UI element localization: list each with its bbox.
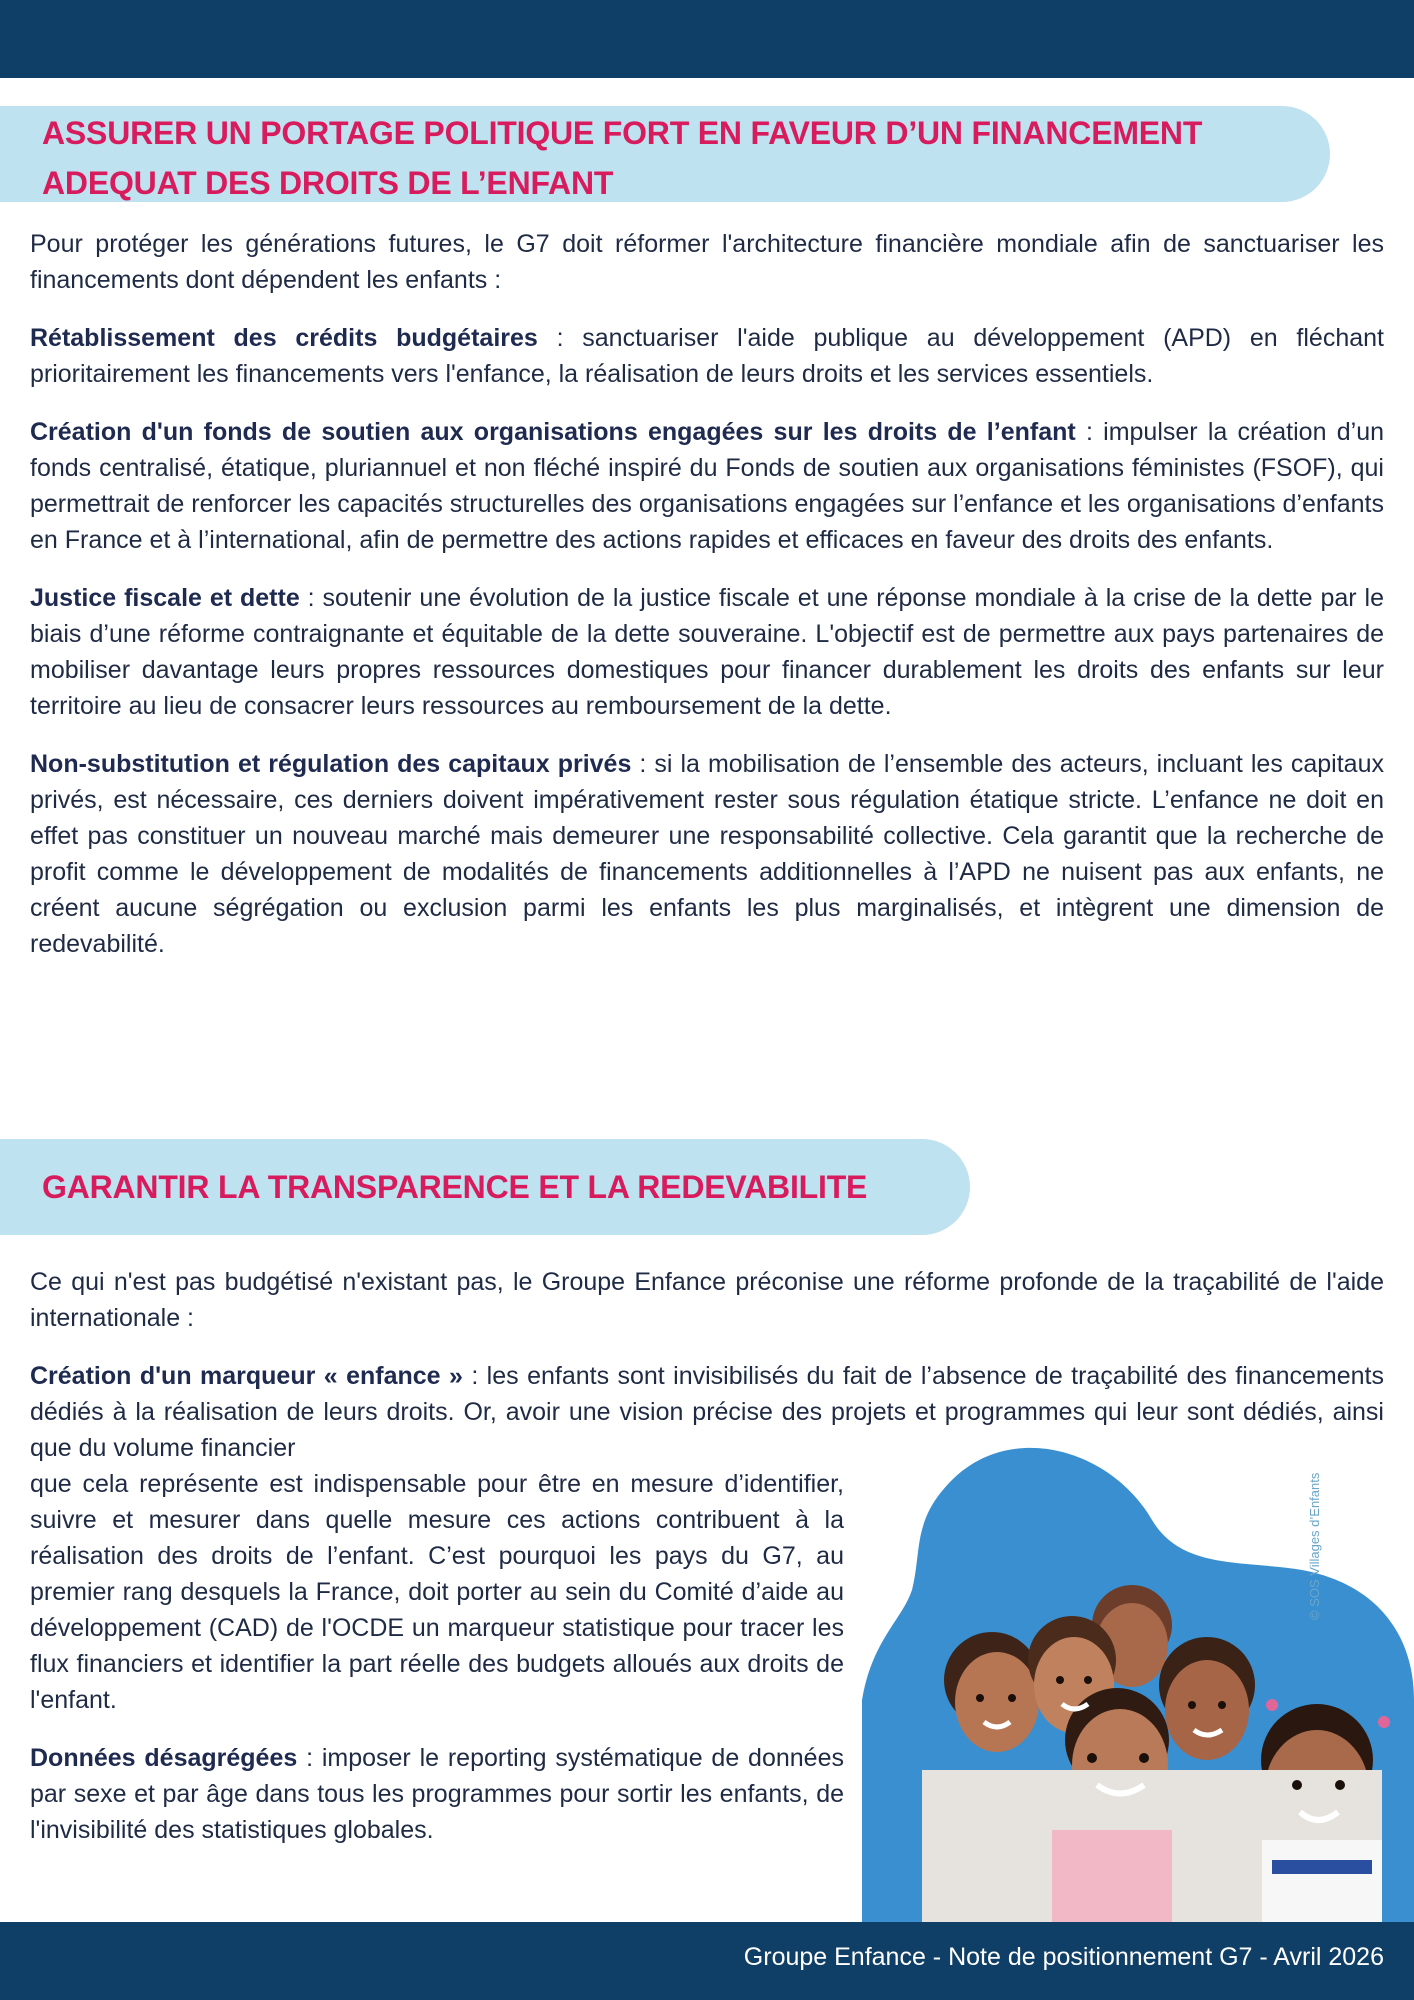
header-bar: [0, 0, 1414, 78]
item-term: Non-substitution et régulation des capitaux privés: [30, 750, 632, 778]
item-term: Justice fiscale et dette: [30, 584, 300, 612]
item-term: Rétablissement des crédits budgétaires: [30, 324, 538, 352]
item-text: : soutenir une évolution de la justice fiscale et une réponse mondiale à la crise de la dette par le biais d’une réforme contraignante et équitable de la dette souveraine. L'objectif est de permettre aux pays partenaires de mobiliser davantage leurs propres ressources domestiques pour financer durablement les droits des enfants sur leur territoire au lieu de consacrer leurs ressources au remboursement de la dette.: [30, 584, 1384, 720]
item-text: : impulser la création d’un fonds centralisé, étatique, pluriannuel et non fléché inspiré du Fonds de soutien aux organisations féministes (FSOF), qui permettrait de renforcer les capacités structurelles des organisations engagées sur l’enfance et les organisations d’enfants en France et à l’international, afin de permettre des actions rapides et efficaces en faveur des droits des enfants.: [30, 418, 1385, 554]
marker-paragraph-continued: que cela représente est indispensable pour être en mesure d’identifier, suivre et mesurer dans quelle mesure ces actions contribuent à la réalisation des droits de l’enfant. C’est pourquoi les pays du G7, au premier rang desquels la France, doit porter au sein du Comité d’aide au développement (CAD) de l'OCDE un marqueur statistique pour tracer les flux financiers et identifier la part réelle des budgets alloués aux droits de l'enfant.: [30, 1470, 844, 1714]
section-1-intro: Pour protéger les générations futures, le G7 doit réformer l'architecture financière mondiale afin de sanctuariser les financements dont dépendent les enfants :: [30, 230, 1384, 294]
item-term: Création d'un fonds de soutien aux organisations engagées sur les droits de l’enfant: [30, 418, 1076, 446]
item-text: : sanctuariser l'aide publique au développement (APD) en fléchant prioritairement les financements vers l'enfance, la réalisation de leurs droits et les services essentiels.: [30, 324, 1384, 388]
item-text: : si la mobilisation de l’ensemble des acteurs, incluant les capitaux privés, est nécessaire, ces derniers doivent impérativement rester sous régulation étatique stricte. L’enfance ne doit en effet pas constituer un nouveau marché mais demeurer une responsabilité collective. Cela garantit que la recherche de profit comme le développement de modalités de financements additionnelles à l’APD ne nuisent pas aux enfants, ne créent aucune ségrégation ou exclusion parmi les enfants les plus marginalisés, et intègrent une dimension de redevabilité.: [30, 750, 1384, 958]
section-1-item: [30, 746, 1384, 962]
section-1-item: [30, 580, 1384, 724]
item-term: Création d'un marqueur « enfance »: [30, 1362, 463, 1390]
section-1-item: [30, 414, 1384, 558]
section-1-item: [30, 320, 1384, 392]
section-1-title: ASSURER UN PORTAGE POLITIQUE FORT EN FAVEUR D’UN FINANCEMENT ADEQUAT DES DROITS DE L’ENFANT: [42, 115, 1203, 201]
footer-text: Groupe Enfance - Note de positionnement G7 - Avril 2026: [743, 1943, 1384, 1971]
item-text: : les enfants sont invisibilisés du fait de l’absence de traçabilité des financements dédiés à la réalisation de leurs droits. Or, avoir une vision précise des projets et programmes qui leur sont dédiés, ainsi que du volume financier: [30, 1362, 1384, 1462]
item-term: Données désagrégées: [30, 1744, 298, 1772]
item-text: : imposer le reporting systématique de données par sexe et par âge dans tous les programmes pour sortir les enfants, de l'invisibilité des statistiques globales.: [30, 1744, 844, 1844]
data-item-paragraph: [30, 1740, 844, 1848]
photo-credit: © SOS Villages d’Enfants: [1307, 1472, 1322, 1620]
section-2-title: GARANTIR LA TRANSPARENCE ET LA REDEVABILITE: [42, 1169, 868, 1205]
section-2-intro: Ce qui n'est pas budgétisé n'existant pas, le Groupe Enfance préconise une réforme profonde de la traçabilité de l'aide internationale :: [30, 1268, 1384, 1332]
section-1-body: [30, 226, 1384, 984]
children-photo: [862, 1440, 1414, 1922]
